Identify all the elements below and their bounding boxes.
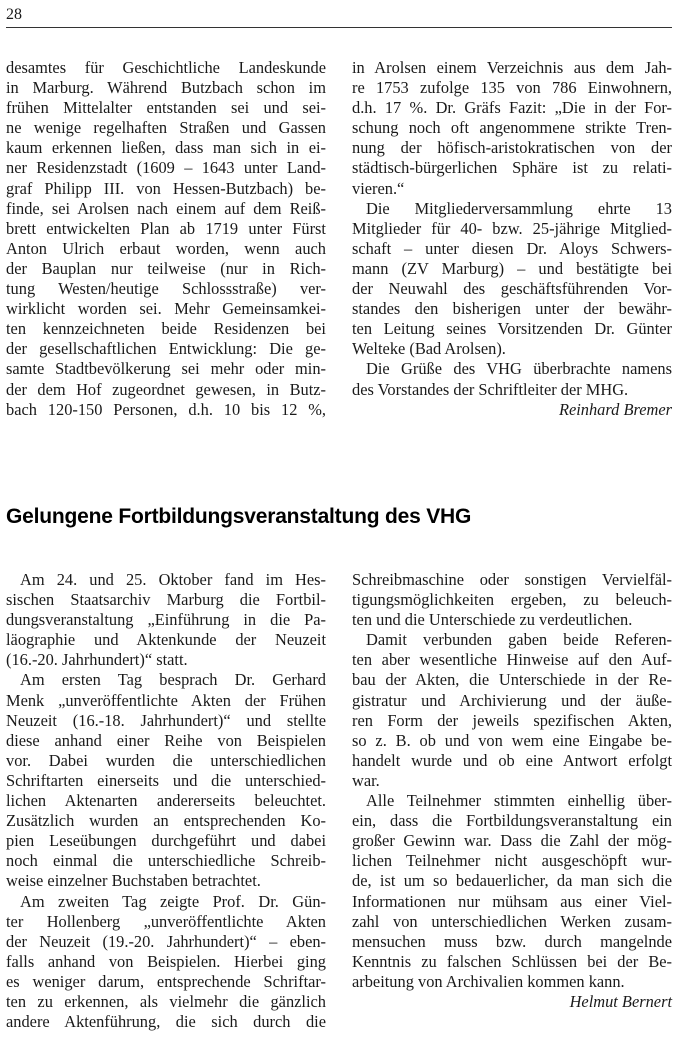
text-line: tung Westen/heutige Schlossstraße) ver- <box>6 279 326 299</box>
text-line: Am 24. und 25. Oktober fand im Hes- <box>20 570 326 589</box>
text-line: ein, dass die Fortbildungsveranstaltung ein <box>352 811 672 831</box>
text-line: der Neuwahl des geschäftsführenden Vor- <box>352 279 672 299</box>
article1-column-left <box>6 58 326 420</box>
text-line: handelt wurde und ob eine Antwort erfolgt <box>352 750 672 770</box>
text-line: pien Leseübungen durchgeführt und dabei <box>6 831 326 851</box>
text-line: Die Grüße des VHG überbrachte namens <box>366 359 672 379</box>
text-line: falls anhand von Beispielen. Hierbei ging <box>6 951 326 971</box>
text-line: (16.-20. Jahrhundert)“ statt. <box>6 650 188 670</box>
text-line: frühen Mittelalter entstanden sei und sei- <box>6 98 326 118</box>
text-line: ter Hollenberg „unveröffentlichte Akten <box>6 911 326 931</box>
text-line: desamtes für Geschichtliche Landeskunde <box>6 58 326 77</box>
text-line: re 1753 zufolge 135 von 786 Einwohnern, <box>352 78 672 98</box>
page-number: 28 <box>6 6 22 23</box>
author-signature: Reinhard Bremer <box>558 399 672 419</box>
text-line: andere Aktenführung, die sich durch die <box>6 1012 326 1032</box>
text-line: weise einzelner Buchstaben betrachtet. <box>6 871 261 891</box>
text-line: großer Gewinn war. Dass die Zahl der mög- <box>352 831 672 851</box>
text-line: der Bauplan nur teilweise (nur in Rich- <box>6 258 326 278</box>
text-line: der Neuzeit (19.-20. Jahrhundert)“ – eben- <box>6 931 326 951</box>
text-line: Die Mitgliederversammlung ehrte 13 <box>366 198 672 218</box>
text-line: de, ist um so bedauerlicher, da man sich die <box>352 871 672 891</box>
text-line: arbeitung von Archivalien kommen kann. <box>352 971 625 991</box>
text-line: Kenntnis zu falschen Schlüssen bei der Be- <box>352 951 672 971</box>
article-headline: Gelungene Fortbildungsveranstaltung des VHG <box>6 505 472 528</box>
text-line: ner Residenzstadt (1609 – 1643 unter Land- <box>6 158 326 178</box>
text-line: Zusätzlich wurden an entsprechenden Ko- <box>6 811 326 831</box>
text-line: Mitglieder für 40- bzw. 25-jährige Mitglied- <box>352 218 672 238</box>
text-line: schaft – unter diesen Dr. Aloys Schwers- <box>352 238 672 258</box>
text-line: noch einmal die unterschiedliche Schreib- <box>6 851 326 871</box>
text-line: Am zweiten Tag zeigte Prof. Dr. Gün- <box>20 891 326 911</box>
text-line: ten kennzeichneten beide Residenzen bei <box>6 319 326 339</box>
text-line: mensuchen muss bzw. durch mangelnde <box>352 931 672 951</box>
text-line: in Arolsen einem Verzeichnis aus dem Jah- <box>352 58 672 77</box>
text-line: gistratur und Archivierung und der äuße- <box>352 690 672 710</box>
text-line: Alle Teilnehmer stimmten einhellig über- <box>366 791 672 811</box>
text-line: Am ersten Tag besprach Dr. Gerhard <box>20 670 326 690</box>
text-line: so z. B. ob und von wem eine Eingabe be- <box>352 730 672 750</box>
text-line: mann (ZV Marburg) – und bestätigte bei <box>352 258 672 278</box>
header-rule <box>6 27 672 28</box>
text-line: brett entwickelten Plan ab 1719 unter Fürst <box>6 218 326 238</box>
text-line: Informationen nur mühsam aus einer Viel- <box>352 891 672 911</box>
text-line: der gesellschaftlichen Entwicklung: Die ge- <box>6 339 326 359</box>
text-line: Neuzeit (16.-18. Jahrhundert)“ und stellte <box>6 710 326 730</box>
text-line: Welteke (Bad Arolsen). <box>352 339 506 359</box>
text-line: ten Leitung seines Vorsitzenden Dr. Günter <box>352 319 672 339</box>
text-line: städtisch-bürgerlichen Sphäre ist zu relati- <box>352 158 672 178</box>
text-line: war. <box>352 770 380 790</box>
text-line: finde, sei Arolsen nach einem auf dem Reiß- <box>6 198 326 218</box>
text-line: lichen Teilnehmer nicht ausgeschöpft wur- <box>352 851 672 871</box>
text-line: samte Stadtbevölkerung sei mehr oder min- <box>6 359 326 379</box>
text-line: Schriftarten einerseits und die unterschied- <box>6 770 326 790</box>
text-line: läographie und Aktenkunde der Neuzeit <box>6 630 326 650</box>
text-line: dungsveranstaltung „Einführung in die Pa- <box>6 610 326 630</box>
text-line: zahl von unterschiedlichen Werken zusam- <box>352 911 672 931</box>
text-line: diese anhand einer Reihe von Beispielen <box>6 730 326 750</box>
text-line: wirklicht worden sei. Mehr Gemeinsamkei- <box>6 299 326 319</box>
text-line: bach 120-150 Personen, d.h. 10 bis 12 %, <box>6 399 326 419</box>
text-line: es weniger darum, entsprechende Schriftar- <box>6 971 326 991</box>
text-line: Anton Ulrich erbaut worden, wenn auch <box>6 238 326 258</box>
text-line: Menk „unveröffentlichte Akten der Frühen <box>6 690 326 710</box>
text-line: ten aber wesentliche Hinweise auf den Auf- <box>352 650 672 670</box>
text-line: der dem Hof zugeordnet gewesen, in Butz- <box>6 379 326 399</box>
text-line: kaum erkennen ließen, dass man sich in ei- <box>6 138 326 158</box>
text-line: d.h. 17 %. Dr. Gräfs Fazit: „Die in der For- <box>352 98 672 118</box>
text-line: vor. Dabei wurden die unterschiedlichen <box>6 750 326 770</box>
text-line: graf Philipp III. von Hessen-Butzbach) be- <box>6 178 326 198</box>
text-line: tigungsmöglichkeiten ergeben, zu beleuch- <box>352 590 672 610</box>
text-line: in Marburg. Während Butzbach schon im <box>6 78 326 98</box>
text-line: Damit verbunden gaben beide Referen- <box>366 630 672 650</box>
text-line: ten und die Unterschiede zu verdeutlichen. <box>352 610 633 630</box>
text-line: Schreibmaschine oder sonstigen Vervielfäl- <box>352 570 672 589</box>
article1-column-right <box>352 58 672 420</box>
text-line: sischen Staatsarchiv Marburg die Fortbil- <box>6 590 326 610</box>
text-line: bau der Akten, die Unterschiede in der Re- <box>352 670 672 690</box>
article2-column-right <box>352 570 672 1012</box>
text-line: vieren.“ <box>352 178 405 198</box>
text-line: standes den bisherigen unter der bewähr- <box>352 299 672 319</box>
text-line: ren Form der jeweils spezifischen Akten, <box>352 710 672 730</box>
author-signature: Helmut Bernert <box>569 991 672 1011</box>
text-line: nung der höfisch-aristokratischen von der <box>352 138 672 158</box>
text-line: des Vorstandes der Schriftleiter der MHG. <box>352 379 629 399</box>
text-line: schung noch oft angenommene strikte Tren- <box>352 118 672 138</box>
article2-column-left <box>6 570 326 1032</box>
text-line: ten zu erkennen, als vielmehr die gänzlich <box>6 991 326 1011</box>
text-line: lichen Aktenarten andererseits beleuchtet. <box>6 791 326 811</box>
text-line: ne wenige regelhaften Straßen und Gassen <box>6 118 326 138</box>
